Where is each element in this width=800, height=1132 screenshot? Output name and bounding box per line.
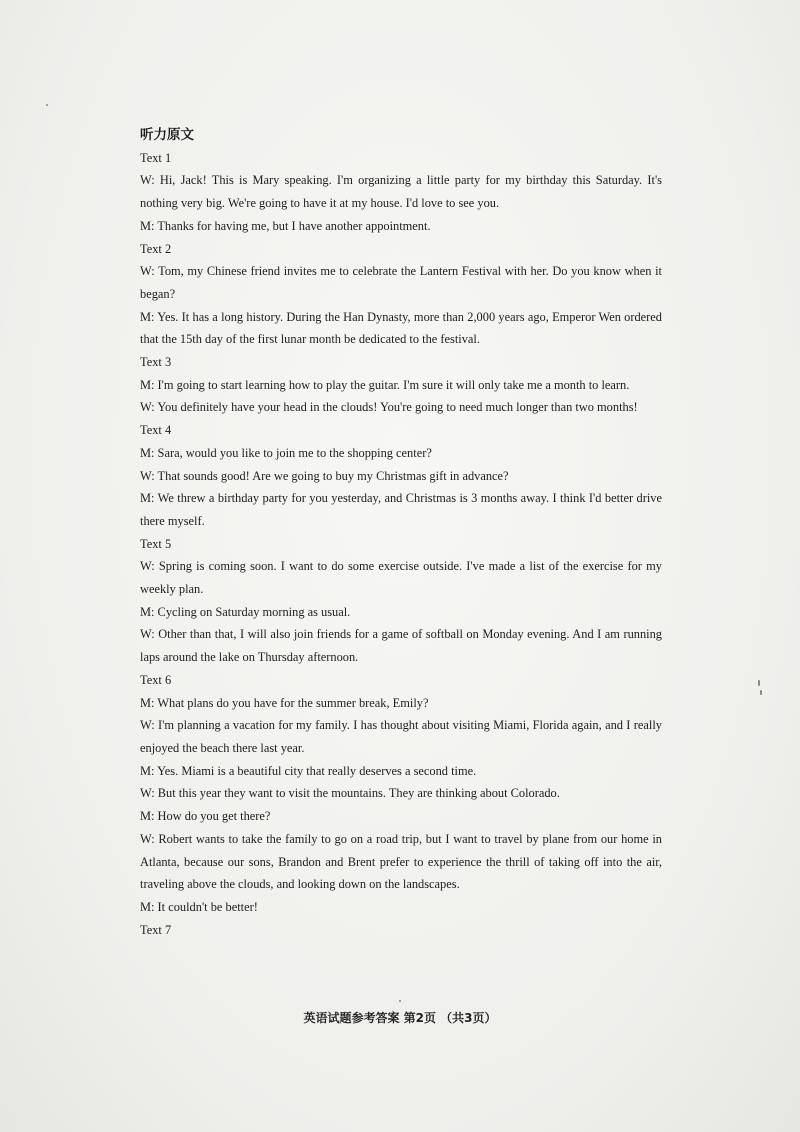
text-label-7: Text 7	[140, 922, 172, 937]
scan-speck	[758, 680, 760, 686]
scan-speck	[399, 1000, 401, 1002]
dialogue-line: W: Spring is coming soon. I want to do some exercise outside. I've made a list of the exercise for my weekly plan.	[140, 559, 662, 597]
dialogue-line: M: I'm going to start learning how to play the guitar. I'm sure it will only take me a month to learn.	[140, 377, 630, 392]
dialogue-line: W: You definitely have your head in the clouds! You're going to need much longer than two months!	[140, 400, 638, 415]
text-label-4: Text 4	[140, 423, 172, 438]
page-footer: 英语试题参考答案 第2页 （共3页）	[303, 1011, 497, 1025]
dialogue-line: W: But this year they want to visit the mountains. They are thinking about Colorado.	[140, 786, 560, 801]
dialogue-line: M: Yes. Miami is a beautiful city that really deserves a second time.	[140, 763, 477, 778]
dialogue-line: M: Sara, would you like to join me to the shopping center?	[140, 445, 432, 460]
scan-speck	[46, 104, 48, 106]
dialogue-line: W: Hi, Jack! This is Mary speaking. I'm organizing a little party for my birthday this Saturday. It's nothing very big. We're going to have it at my house. I'd love to see you.	[140, 173, 662, 211]
dialogue-line: W: I'm planning a vacation for my family. I has thought about visiting Miami, Florida again, and I really enjoyed the beach there last year.	[140, 718, 662, 755]
dialogue-line: M: It couldn't be better!	[140, 899, 258, 914]
text-label-6: Text 6	[140, 672, 172, 687]
dialogue-line: M: Yes. It has a long history. During the Han Dynasty, more than 2,000 years ago, Emperor Wen ordered that the 15th day of the first lunar month be dedicated to the festival.	[140, 309, 662, 347]
dialogue-line: M: Cycling on Saturday morning as usual.	[140, 604, 351, 619]
dialogue-line: W: That sounds good! Are we going to buy my Christmas gift in advance?	[140, 468, 509, 483]
text-label-2: Text 2	[140, 241, 172, 256]
dialogue-line: M: We threw a birthday party for you yesterday, and Christmas is 3 months away. I think I'd better drive there myself.	[140, 491, 662, 528]
dialogue-line: W: Robert wants to take the family to go on a road trip, but I want to travel by plane from our home in Atlanta, because our sons, Brandon and Brent prefer to experience the thrill of taking off into the air, traveling above the clouds, and looking down on the landscapes.	[140, 831, 662, 892]
dialogue-line: W: Other than that, I will also join friends for a game of softball on Monday evening. And I am running laps around the lake on Thursday afternoon.	[140, 627, 662, 665]
dialogue-line: M: Thanks for having me, but I have another appointment.	[140, 218, 431, 233]
scan-speck	[760, 690, 762, 695]
dialogue-line: M: What plans do you have for the summer break, Emily?	[140, 695, 429, 710]
dialogue-line: M: How do you get there?	[140, 809, 271, 824]
text-label-1: Text 1	[140, 150, 172, 165]
text-label-3: Text 3	[140, 355, 172, 370]
dialogue-line: W: Tom, my Chinese friend invites me to celebrate the Lantern Festival with her. Do you know when it began?	[140, 264, 662, 301]
page-title: 听力原文	[140, 127, 194, 143]
text-label-5: Text 5	[140, 536, 172, 551]
transcript-body	[140, 124, 662, 941]
